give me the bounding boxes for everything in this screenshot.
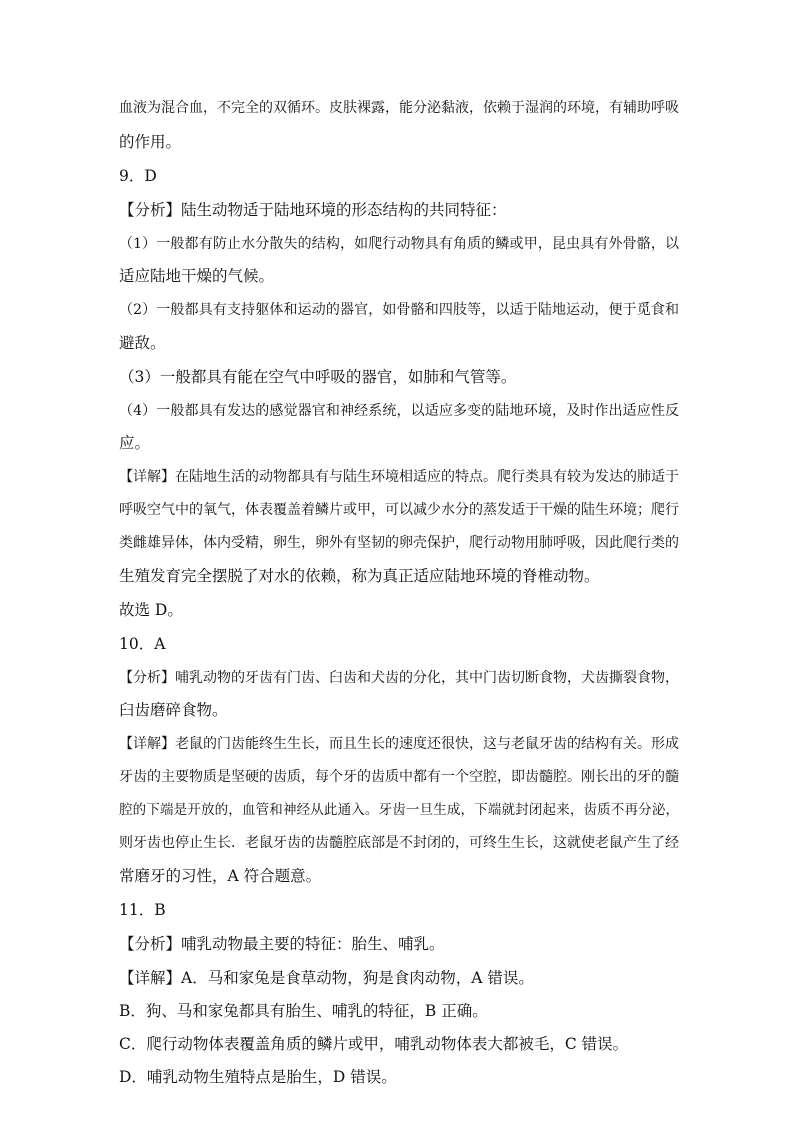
text-line: 适应陆地干燥的气候。	[119, 267, 275, 285]
text-line: （3）一般都具有能在空气中呼吸的器官，如肺和气管等。	[119, 368, 517, 386]
text-line: 应。	[119, 434, 151, 452]
answer-heading: 10．A	[119, 635, 166, 653]
text-line: 避敌。	[119, 334, 166, 352]
detail-line: 【详解】在陆地生活的动物都具有与陆生环境相适应的特点。爬行类具有较为发达的肺适于	[119, 469, 679, 485]
text-line: 腔的下端是开放的，血管和神经从此通入。牙齿一旦生成，下端就封闭起来，齿质不再分泌，	[119, 802, 679, 818]
text-line: 生殖发育完全摆脱了对水的依赖，称为真正适应陆地环境的脊椎动物。	[119, 567, 600, 585]
text-line: 则牙齿也停止生长．老鼠牙齿的齿髓腔底部是不封闭的，可终生生长，这就使老鼠产生了经	[119, 835, 679, 851]
analysis-line: 【分析】哺乳动物的牙齿有门齿、臼齿和犬齿的分化，其中门齿切断食物，犬齿撕裂食物，	[119, 670, 679, 686]
text-line: 呼吸空气中的氧气，体表覆盖着鳞片或甲，可以减少水分的蒸发适于干燥的陆生环境；爬行	[119, 502, 679, 518]
text-line: （2）一般都具有支持躯体和运动的器官，如骨骼和四肢等，以适于陆地运动，便于觅食和	[119, 302, 679, 318]
detail-line: 【详解】老鼠的门齿能终生生长，而且生长的速度还很快，这与老鼠牙齿的结构有关。形成	[119, 736, 679, 752]
answer-heading: 9．D	[119, 167, 157, 185]
text-line: 臼齿磨碎食物。	[119, 701, 228, 719]
answer-heading: 11．B	[119, 901, 166, 919]
analysis-line: 【分析】陆生动物适于陆地环境的形态结构的共同特征：	[119, 201, 507, 219]
text-line: B．狗、马和家兔都具有胎生、哺乳的特征，B 正确。	[119, 1002, 488, 1020]
text-line: C．爬行动物体表覆盖角质的鳞片或甲，哺乳动物体表大都被毛，C 错误。	[119, 1035, 629, 1053]
text-line: 牙齿的主要物质是坚硬的齿质，每个牙的齿质中都有一个空腔，即齿髓腔。刚长出的牙的髓	[119, 769, 679, 785]
text-line: 故选 D。	[119, 601, 183, 619]
text-line: （1）一般都有防止水分散失的结构，如爬行动物具有角质的鳞或甲，昆虫具有外骨骼，以	[119, 236, 679, 252]
detail-line: 【详解】A．马和家兔是食草动物，狗是食肉动物，A 错误。	[119, 969, 534, 987]
text-line: （4）一般都具有发达的感觉器官和神经系统，以适应多变的陆地环境，及时作出适应性反	[119, 403, 679, 419]
text-line: 常磨牙的习性，A 符合题意。	[119, 867, 322, 885]
analysis-line: 【分析】哺乳动物最主要的特征：胎生、哺乳。	[119, 935, 445, 953]
text-line: 类雌雄异体，体内受精，卵生，卵外有坚韧的卵壳保护，爬行动物用肺呼吸，因此爬行类的	[119, 535, 679, 551]
text-line: 血液为混合血，不完全的双循环。皮肤裸露，能分泌黏液，依赖于湿润的环境，有辅助呼吸	[119, 100, 679, 116]
text-line: D．哺乳动物生殖特点是胎生，D 错误。	[119, 1068, 397, 1086]
text-line: 的作用。	[119, 133, 182, 151]
